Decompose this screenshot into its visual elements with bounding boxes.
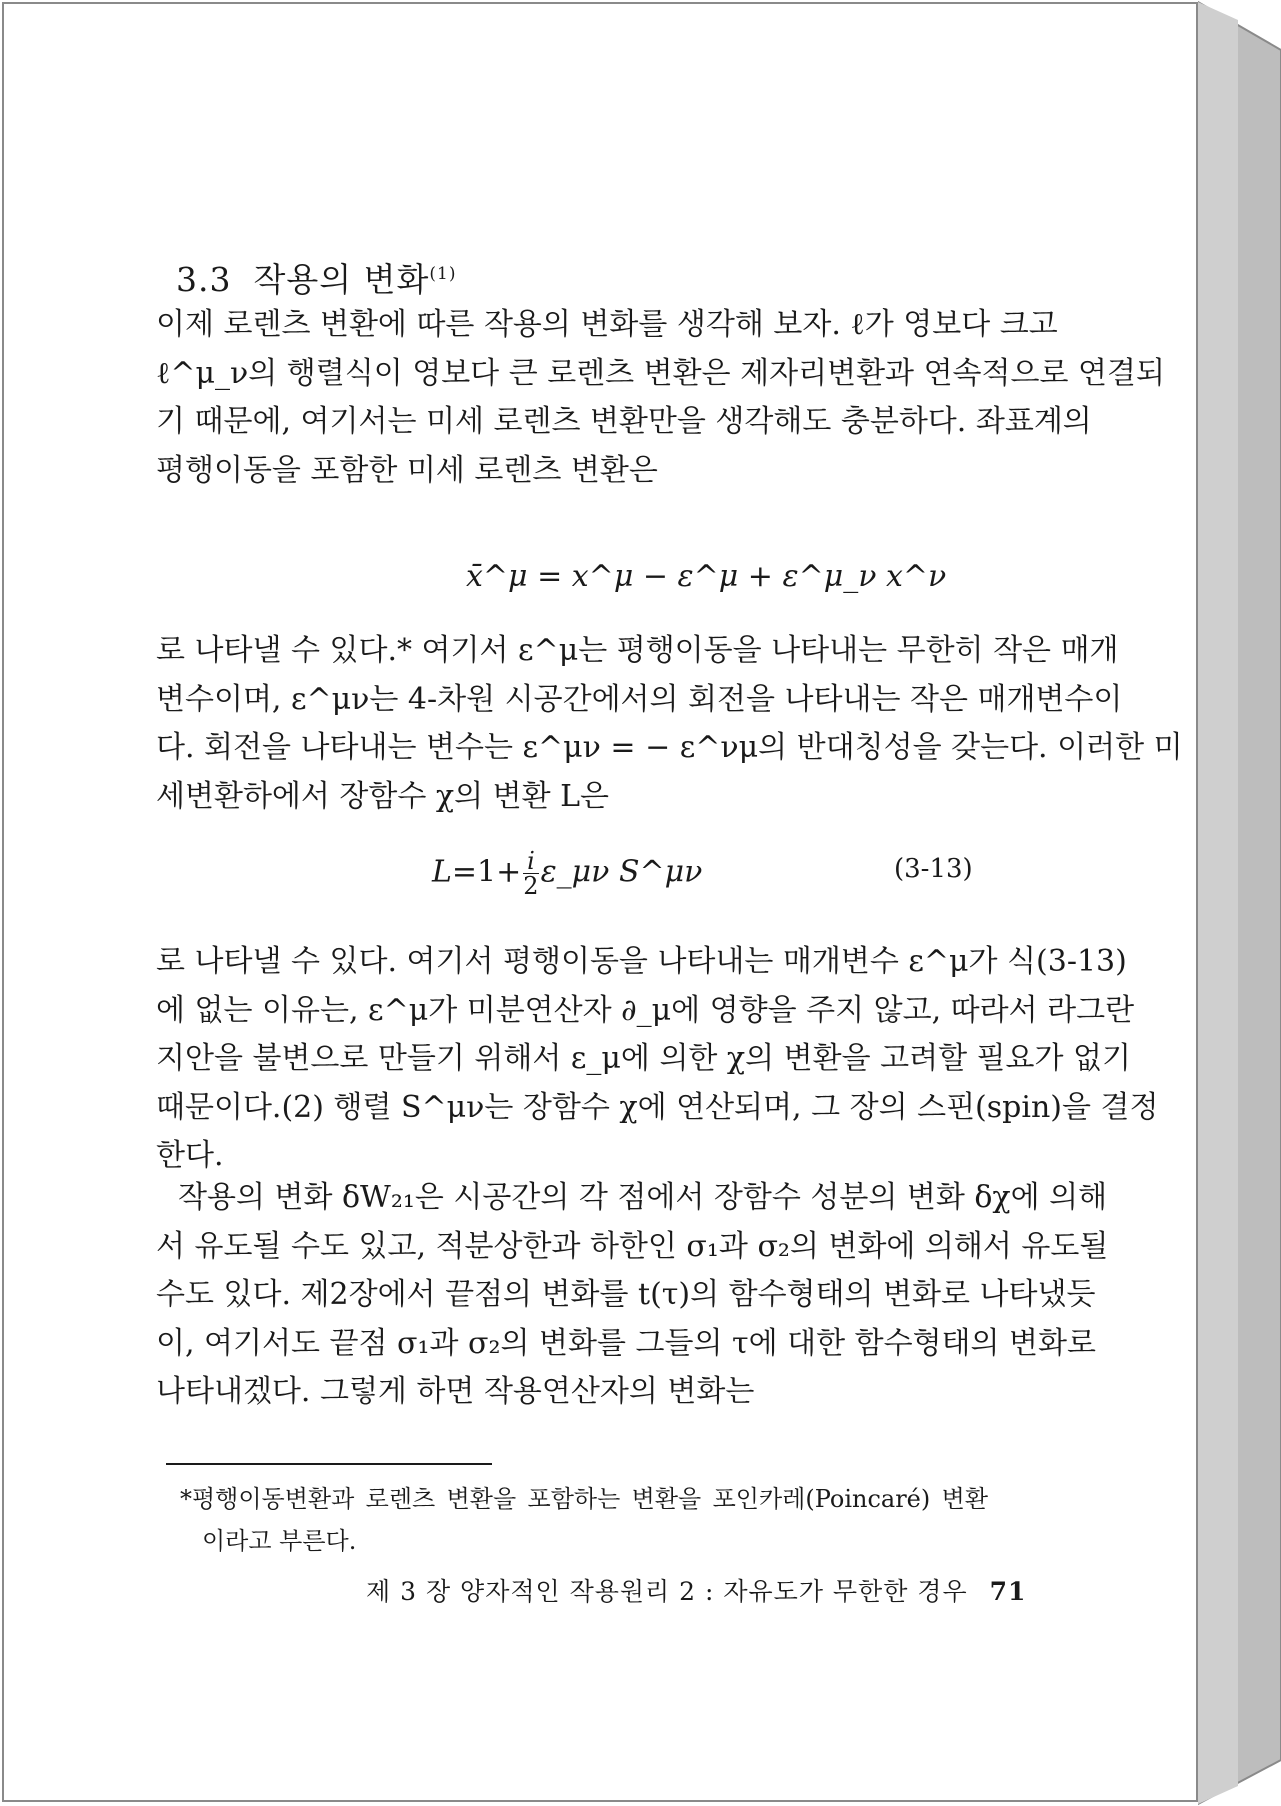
text-line: 변수이며, ε^μν는 4-차원 시공간에서의 회전을 나타내는 작은 매개변수이 [156, 681, 1123, 717]
eq-rhs-end: ε_μν S^μν [540, 854, 703, 890]
text-line: 작용의 변화 δW₂₁은 시공간의 각 점에서 장함수 성분의 변화 δχ에 의해 [178, 1180, 1108, 1215]
running-head: 제 3 장 양자적인 작용원리 2 : 자유도가 무한한 경우 [366, 1577, 968, 1606]
page-number: 71 [989, 1577, 1027, 1606]
frac-numerator: i [523, 849, 538, 874]
section-heading [176, 254, 456, 301]
text-line: 로 나타낼 수 있다.* 여기서 ε^μ는 평행이동을 나타내는 무한히 작은 매개 [156, 633, 1119, 668]
section-ref: (1) [429, 264, 457, 284]
eq-lhs: L [432, 854, 452, 890]
equation-label: (3-13) [894, 854, 973, 884]
text-line: 때문이다.(2) 행렬 S^μν는 장함수 χ에 연산되며, 그 장의 스핀(spin)을 결정 [156, 1089, 1159, 1125]
text-line: 수도 있다. 제2장에서 끝점의 변화를 t(τ)의 함수형태의 변화로 나타냈듯 [156, 1277, 1096, 1312]
paragraph-3 [156, 938, 1159, 1181]
footnote-line: *평행이동변환과 로렌츠 변환을 포함하는 변환을 포인카레(Poincaré) 변환 [180, 1485, 988, 1513]
paragraph-4 [156, 1174, 1109, 1417]
text-line: 이, 여기서도 끝점 σ₁과 σ₂의 변화를 그들의 τ에 대한 함수형태의 변화로 [156, 1325, 1096, 1361]
equation-lorentz-transform: x̄^μ = x^μ − ε^μ + ε^μ_ν x^ν [466, 559, 947, 594]
eq-fraction [523, 849, 538, 898]
text-line: 평행이동을 포함한 미세 로렌츠 변환은 [156, 452, 658, 488]
text-line: 한다. [156, 1138, 224, 1173]
text-line: 로 나타낼 수 있다. 여기서 평행이동을 나타내는 매개변수 ε^μ가 식(3-13) [156, 944, 1127, 979]
text-line: 서 유도될 수도 있고, 적분상한과 하한인 σ₁과 σ₂의 변화에 의해서 유도될 [156, 1228, 1109, 1264]
text-line: 다. 회전을 나타내는 변수는 ε^μν = − ε^νμ의 반대칭성을 갖는다. 이러한 미 [156, 730, 1183, 765]
paragraph-2 [156, 627, 1183, 821]
book-edge-shading [1198, 0, 1281, 1806]
page-content [4, 4, 1200, 1804]
text-line: 기 때문에, 여기서는 미세 로렌츠 변환만을 생각해도 충분하다. 좌표계의 [156, 404, 1092, 439]
text-line: 세변환하에서 장함수 χ의 변환 L은 [156, 778, 609, 814]
paragraph-1 [156, 301, 1165, 495]
eq-rhs-start: =1+ [451, 854, 522, 890]
equation-3-13 [432, 849, 702, 898]
footnote-line: 이라고 부른다. [202, 1527, 357, 1555]
frac-denominator: 2 [523, 872, 539, 900]
text-line: ℓ^μ_ν의 행렬식이 영보다 큰 로렌츠 변환은 제자리변환과 연속적으로 연결되 [156, 355, 1165, 391]
text-line: 나타내겠다. 그렇게 하면 작용연산자의 변화는 [156, 1374, 755, 1409]
page-footer [366, 1572, 1026, 1608]
section-number: 3.3 [176, 260, 232, 299]
text-line: 지안을 불변으로 만들기 위해서 ε_μ에 의한 χ의 변환을 고려할 필요가 없기 [156, 1041, 1132, 1076]
text-line: 이제 로렌츠 변환에 따른 작용의 변화를 생각해 보자. ℓ가 영보다 크고 [156, 307, 1058, 342]
book-page [2, 2, 1198, 1802]
section-title: 작용의 변화 [253, 260, 430, 299]
footnote-rule [166, 1463, 492, 1465]
footnote [180, 1478, 988, 1562]
text-line: 에 없는 이유는, ε^μ가 미분연산자 ∂_μ에 영향을 주지 않고, 따라서 라그란 [156, 992, 1135, 1028]
